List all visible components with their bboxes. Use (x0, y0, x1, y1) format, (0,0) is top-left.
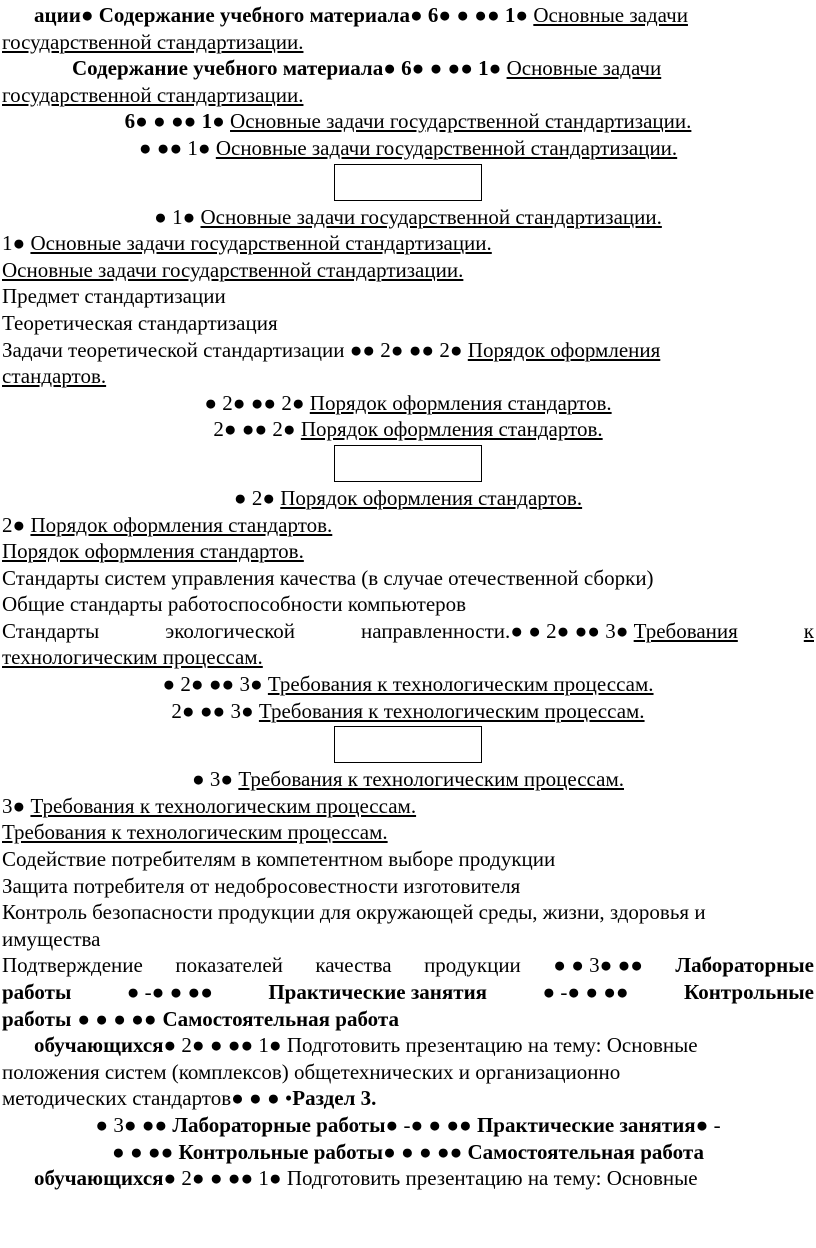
bold-label: Лабораторные (675, 953, 814, 978)
bullet-markers: ● 3● (191, 767, 239, 792)
link-tech-requirements[interactable]: Требования (633, 618, 738, 643)
bullet-markers: ● 1● (154, 204, 201, 229)
text-line (0, 1006, 816, 1033)
bullet-markers: ● 6● ● ●● 1● (383, 56, 507, 81)
bold-label: обучающихся (34, 1166, 164, 1191)
bullet-markers: ● 3● ●● (95, 1112, 173, 1137)
bullet-markers: 3● (2, 793, 31, 818)
text-line (0, 793, 816, 820)
bullet-markers: ● 2● ● ●● 1● (163, 1033, 287, 1058)
list-item: Контроль безопасности продукции для окружающей среды, жизни, здоровья и (2, 900, 706, 925)
assignment-text: Подготовить презентацию на тему: Основные (286, 1166, 698, 1191)
link-main-tasks[interactable]: Основные задачи государственной стандартизации. (215, 135, 678, 160)
text-line (0, 337, 816, 364)
link-tech-requirements[interactable]: Требования к технологическим процессам. (267, 672, 654, 697)
text-line (0, 1165, 816, 1192)
link-standards-order-cont[interactable]: стандартов. (2, 364, 107, 389)
link-tech-requirements[interactable]: Требования к технологическим процессам. (2, 820, 388, 845)
text-line (0, 485, 816, 512)
link-tech-requirements[interactable]: Требования к технологическим процессам. (238, 767, 624, 792)
bullet-markers: ● - (695, 1112, 721, 1137)
link-tech-requirements-word[interactable]: к (803, 618, 814, 643)
bullet-markers: ● 2● (233, 485, 281, 510)
text-line (0, 135, 816, 162)
bold-label: работы (2, 1006, 72, 1031)
text-line (0, 257, 816, 284)
text-line (0, 1139, 816, 1166)
text-line (0, 108, 816, 135)
bold-label: Самостоятельная работа (162, 1006, 399, 1031)
link-main-tasks[interactable]: Основные задачи государственной стандартизации. (30, 231, 492, 256)
bullet-markers: 1● (2, 231, 31, 256)
link-tech-requirements[interactable]: Требования к технологическим процессам. (258, 698, 645, 723)
list-item: Содействие потребителям в компетентном выборе продукции (2, 847, 556, 872)
link-main-tasks[interactable]: Основные задачи (506, 56, 662, 81)
empty-table-cell (334, 445, 482, 482)
text-line (0, 979, 816, 1006)
text-line (0, 819, 816, 846)
text-line (0, 390, 816, 417)
word-group (361, 618, 738, 645)
bold-label: Контрольные (684, 980, 814, 1004)
bullet-markers: ● ●● 1● (138, 135, 216, 160)
bullet-markers: ● 2● ● ●● 1● (163, 1166, 287, 1191)
link-standards-order[interactable]: Порядок оформления стандартов. (280, 485, 583, 510)
text-line (0, 766, 816, 793)
bold-label: работы (2, 980, 72, 1004)
word: Стандарты (2, 618, 100, 643)
word: экологической (165, 618, 296, 643)
word: Подтверждение (2, 953, 143, 978)
link-standards-order[interactable]: Порядок оформления стандартов. (300, 417, 603, 442)
bold-label: Лабораторные работы (172, 1112, 386, 1137)
text-line (0, 416, 816, 443)
text-line (0, 512, 816, 539)
link-tech-requirements-cont[interactable]: технологическим процессам. (2, 645, 263, 670)
bullet-markers: 6● ● ●● 1● (124, 109, 231, 134)
link-main-tasks-cont[interactable]: государственной стандартизации. (2, 82, 304, 107)
text-line (0, 1032, 816, 1059)
link-standards-order[interactable]: Порядок оформления стандартов. (2, 539, 304, 564)
bullet-markers: ● ● ●● (112, 1139, 179, 1164)
text-line (0, 55, 816, 82)
bullet-markers: ●● 2● ●● 2● (349, 337, 468, 362)
word: продукции (424, 953, 521, 978)
bold-label: Практические занятия (476, 1112, 696, 1137)
bold-label: обучающихся (34, 1033, 164, 1058)
list-item: Общие стандарты работоспособности компьютеров (2, 592, 467, 617)
empty-table-cell (334, 726, 482, 763)
list-item: Защита потребителя от недобросовестности изготовителя (2, 873, 521, 898)
word: показателей (175, 953, 283, 978)
text-line (0, 698, 816, 725)
text-line (0, 671, 816, 698)
text-line (0, 618, 816, 645)
bullet-markers: ● -● ● ●● (126, 980, 213, 1004)
link-main-tasks[interactable]: Основные задачи (533, 3, 688, 27)
list-item: имущества (2, 926, 101, 951)
bullet-markers: ● ● 3● ●● (553, 953, 643, 978)
bullet-markers: 2● ●● 2● (213, 417, 301, 442)
link-main-tasks[interactable]: Основные задачи государственной стандартизации. (2, 257, 464, 282)
text-line (0, 2, 816, 29)
bullet-markers: ● -● ● ●● (542, 980, 629, 1004)
bullet-markers: ● ● ● ●● (383, 1139, 468, 1164)
text-line (0, 644, 816, 671)
text-line (0, 1112, 816, 1139)
bullet-markers: ● 2● ●● 2● (204, 390, 310, 415)
word: качества (315, 953, 392, 978)
text-line (0, 204, 816, 231)
assignment-text: Подготовить презентацию на тему: Основные (286, 1033, 698, 1058)
bullet-markers: 2● (2, 512, 31, 537)
link-standards-order[interactable]: Порядок оформления (467, 337, 661, 362)
list-item: Задачи теоретической стандартизации (2, 337, 350, 362)
word: направленности. (361, 618, 511, 643)
bullet-markers: ● Содержание учебного материала● 6● ● ●● 1● (80, 3, 534, 27)
link-main-tasks-cont[interactable]: государственной стандартизации. (2, 29, 304, 54)
bullet-markers: 2● ●● 3● (171, 698, 259, 723)
bold-label: Самостоятельная работа (467, 1139, 704, 1164)
heading-fragment: ации (34, 3, 81, 27)
text-line (0, 82, 816, 109)
link-main-tasks[interactable]: Основные задачи государственной стандартизации. (230, 109, 692, 134)
section-label: Раздел 3. (292, 1086, 377, 1111)
list-item: Теоретическая стандартизация (2, 310, 278, 335)
text-line (0, 538, 816, 565)
assignment-text: методических стандартов (2, 1086, 232, 1111)
text-line (0, 952, 816, 979)
empty-table-cell (334, 164, 482, 201)
bold-label: Контрольные работы (178, 1139, 384, 1164)
bullet-markers: ● -● ● ●● (385, 1112, 477, 1137)
section-heading: Содержание учебного материала (72, 56, 384, 81)
text-line (0, 1085, 816, 1112)
list-item: Стандарты систем управления качества (в случае отечественной сборки) (2, 565, 654, 590)
link-main-tasks[interactable]: Основные задачи государственной стандартизации. (200, 204, 662, 229)
text-line (0, 29, 816, 56)
text-line: положения систем (комплексов) общетехнических и организационно (2, 1059, 621, 1084)
bold-label: Практические занятия (268, 980, 488, 1004)
link-tech-requirements[interactable]: Требования к технологическим процессам. (30, 793, 417, 818)
bullet-markers: ● ● 2● ●● 3● (510, 618, 634, 643)
link-standards-order[interactable]: Порядок оформления стандартов. (309, 390, 612, 415)
list-item: Предмет стандартизации (2, 284, 226, 309)
text-line (0, 363, 816, 390)
bullet-markers: ● ● ● • (231, 1086, 293, 1111)
bullet-markers: ● ● ● ●● (77, 1006, 157, 1031)
bullet-markers: ● 2● ●● 3● (162, 672, 268, 697)
link-standards-order[interactable]: Порядок оформления стандартов. (30, 512, 333, 537)
text-line (0, 230, 816, 257)
